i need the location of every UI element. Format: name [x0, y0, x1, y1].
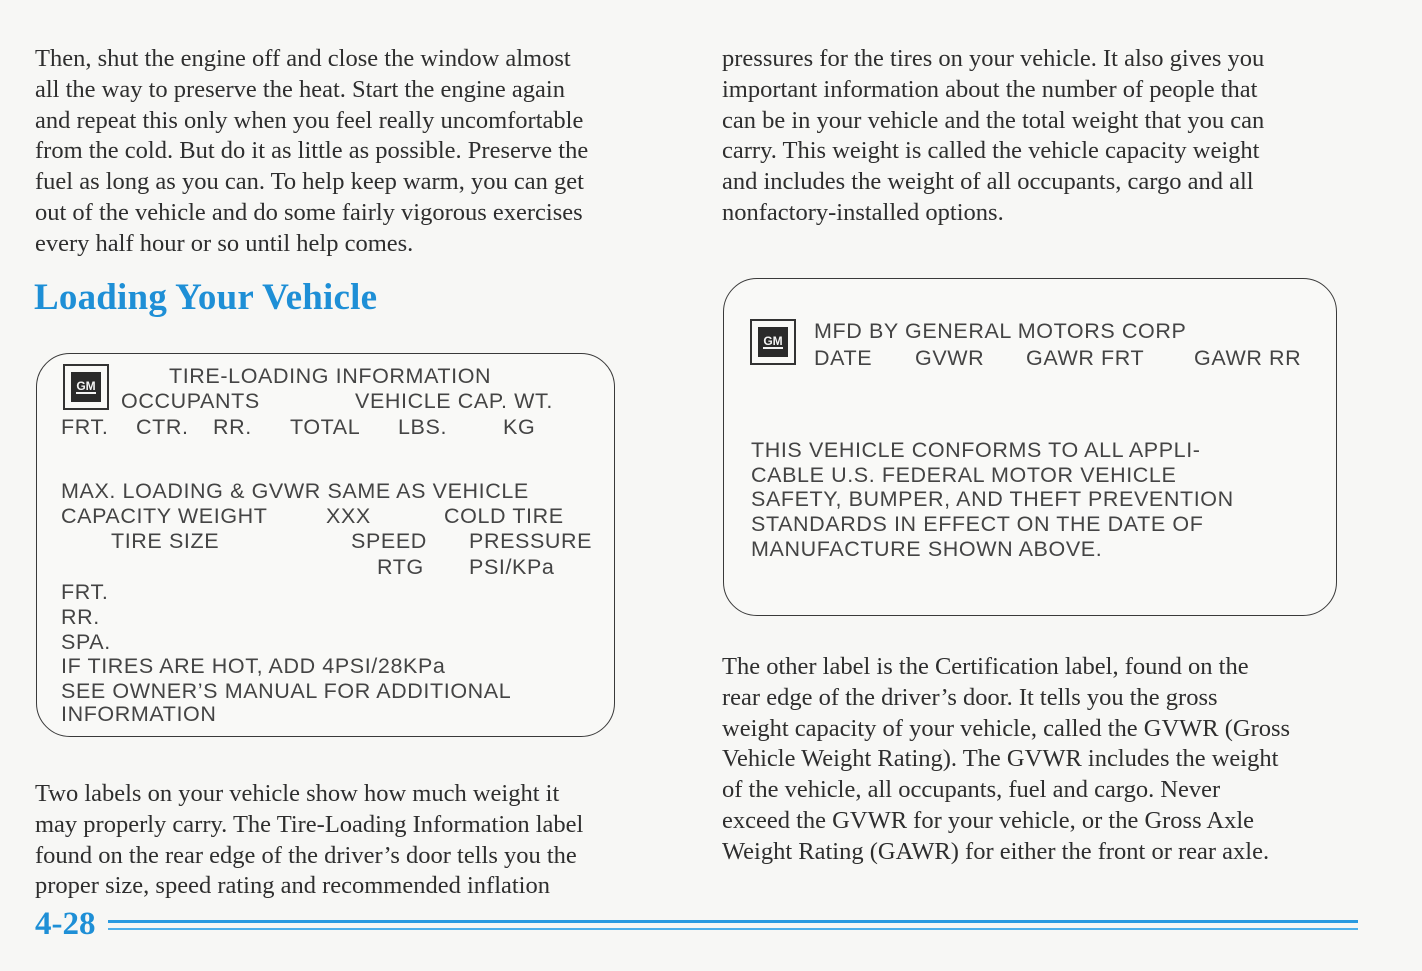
text-line: of the vehicle, all occupants, fuel and cargo. Never [722, 776, 1221, 804]
max-loading-text: MAX. LOADING & GVWR SAME AS VEHICLE [61, 479, 529, 503]
text-line: can be in your vehicle and the total weight that you can [722, 106, 1265, 134]
section-heading: Loading Your Vehicle [34, 277, 378, 318]
total-label: TOTAL [290, 415, 361, 439]
text-line: Then, shut the engine off and close the window almost [35, 45, 571, 72]
row-frt-label: FRT. [61, 580, 109, 604]
page-number: 4-28 [35, 906, 96, 942]
text-line: fuel as long as you can. To help keep warm, you can get [35, 168, 584, 196]
conform-line: MANUFACTURE SHOWN ABOVE. [751, 537, 1103, 561]
row-spa-label: SPA. [61, 630, 111, 654]
text-line: all the way to preserve the heat. Start the engine again [35, 75, 565, 103]
tire-label-title: TIRE-LOADING INFORMATION [169, 364, 492, 388]
footer-rule-secondary [108, 928, 1358, 930]
mfd-text: MFD BY GENERAL MOTORS CORP [814, 319, 1187, 343]
footer-rule [108, 920, 1358, 923]
frt-label: FRT. [61, 415, 109, 439]
text-line: carry. This weight is called the vehicle capacity weight [722, 137, 1260, 165]
rtg-label: RTG [377, 555, 424, 579]
left-intro-paragraph [35, 44, 588, 260]
right-intro-paragraph [722, 44, 1264, 229]
text-line: pressures for the tires on your vehicle. It also gives you [722, 45, 1265, 72]
conform-line: SAFETY, BUMPER, AND THEFT PREVENTION [751, 487, 1234, 511]
text-line: proper size, speed rating and recommended inflation [35, 872, 550, 900]
tire-size-label: TIRE SIZE [111, 529, 220, 553]
capacity-weight-label: CAPACITY WEIGHT [61, 504, 268, 528]
occupants-label: OCCUPANTS [121, 389, 260, 413]
text-line: every half hour or so until help comes. [35, 229, 414, 257]
text-line: important information about the number of people that [722, 75, 1258, 103]
left-body-paragraph [35, 779, 583, 902]
rr-label: RR. [213, 415, 252, 439]
text-line: out of the vehicle and do some fairly vigorous exercises [35, 198, 583, 226]
information-note: INFORMATION [61, 702, 217, 726]
text-line: Two labels on your vehicle show how much weight it [35, 780, 560, 807]
ctr-label: CTR. [136, 415, 189, 439]
text-line: nonfactory-installed options. [722, 198, 1004, 226]
text-line: and repeat this only when you feel really uncomfortable [35, 106, 584, 134]
conform-line: STANDARDS IN EFFECT ON THE DATE OF [751, 512, 1204, 536]
conform-line: THIS VEHICLE CONFORMS TO ALL APPLI- [751, 438, 1201, 462]
text-line: rear edge of the driver’s door. It tells you the gross [722, 683, 1218, 711]
text-line: exceed the GVWR for your vehicle, or the Gross Axle [722, 806, 1255, 834]
cold-tire-label: COLD TIRE [444, 504, 564, 528]
text-line: from the cold. But do it as little as possible. Preserve the [35, 137, 589, 165]
see-manual-note: SEE OWNER’S MANUAL FOR ADDITIONAL [61, 679, 512, 703]
gm-logo-icon: GM [750, 319, 796, 365]
tire-loading-label [36, 353, 615, 737]
certification-label [723, 278, 1337, 616]
gawr-frt-label: GAWR FRT [1026, 346, 1145, 370]
text-line: may properly carry. The Tire-Loading Information label [35, 810, 584, 838]
text-line: The other label is the Certification label, found on the [722, 653, 1249, 680]
kg-label: KG [503, 415, 536, 439]
text-line: and includes the weight of all occupants, cargo and all [722, 168, 1254, 196]
vehicle-cap-wt-label: VEHICLE CAP. WT. [355, 389, 553, 413]
hot-tires-note: IF TIRES ARE HOT, ADD 4PSI/28KPa [61, 654, 446, 678]
lbs-label: LBS. [398, 415, 448, 439]
text-line: Vehicle Weight Rating). The GVWR includes the weight [722, 745, 1279, 773]
gm-logo-icon: GM [63, 364, 109, 410]
conform-line: CABLE U.S. FEDERAL MOTOR VEHICLE [751, 463, 1177, 487]
date-label: DATE [814, 346, 873, 370]
psi-kpa-label: PSI/KPa [469, 555, 555, 579]
row-rr-label: RR. [61, 605, 100, 629]
text-line: Weight Rating (GAWR) for either the front or rear axle. [722, 837, 1270, 865]
pressure-label: PRESSURE [469, 529, 593, 553]
gawr-rr-label: GAWR RR [1194, 346, 1302, 370]
speed-label: SPEED [351, 529, 427, 553]
gvwr-label: GVWR [915, 346, 985, 370]
text-line: weight capacity of your vehicle, called the GVWR (Gross [722, 714, 1291, 742]
right-body-paragraph [722, 652, 1290, 868]
capacity-weight-value: XXX [326, 504, 371, 528]
text-line: found on the rear edge of the driver’s door tells you the [35, 841, 577, 869]
